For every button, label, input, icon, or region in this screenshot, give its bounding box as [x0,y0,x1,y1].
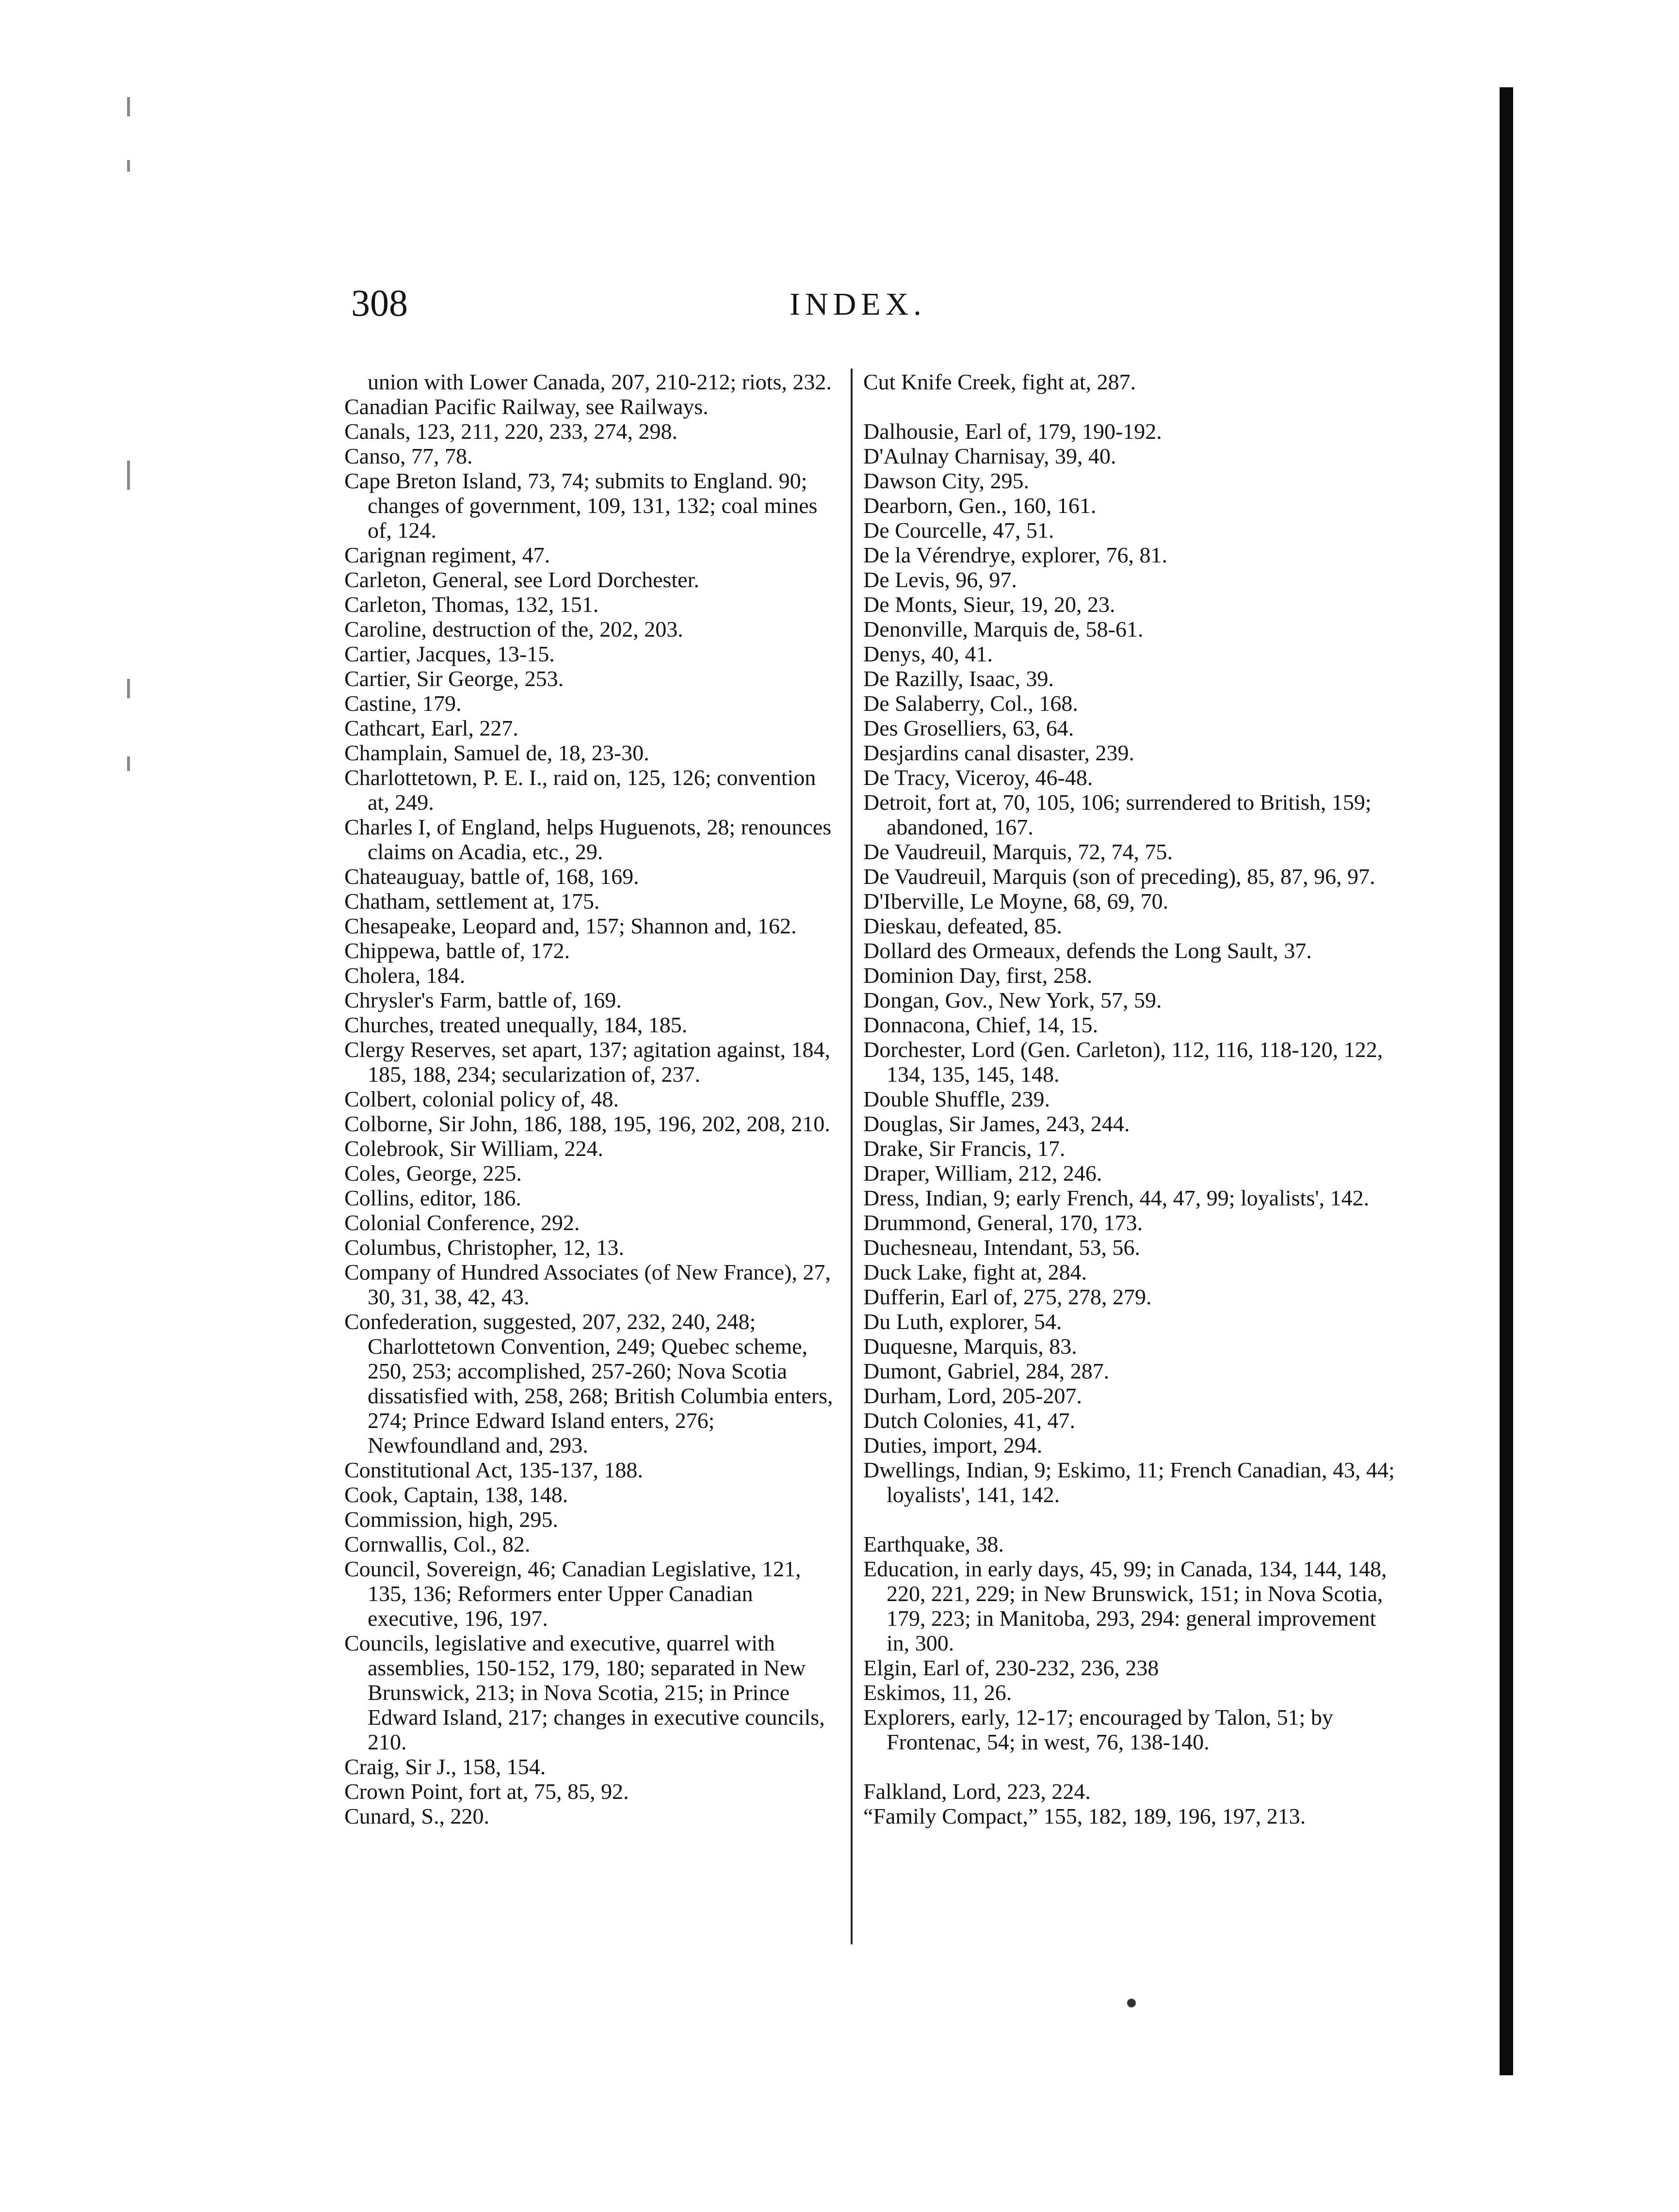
ink-speck [1127,1999,1136,2007]
binding-mark [127,461,130,490]
index-entry: Carignan regiment, 47. [344,543,550,567]
binding-mark [127,679,130,698]
index-entry: Chesapeake, Leopard and, 157; Shannon and, 162. [344,914,797,938]
index-entry: De Salaberry, Col., 168. [863,691,1078,716]
index-entry: Commission, high, 295. [344,1507,558,1532]
index-entry: Dawson City, 295. [863,468,1030,493]
running-head: INDEX. [790,287,926,322]
index-entry: Double Shuffle, 239. [863,1087,1050,1111]
index-entry: Dumont, Gabriel, 284, 287. [863,1359,1110,1383]
index-entry: Colborne, Sir John, 186, 188, 195, 196, 202, 208, 210. [344,1111,830,1136]
index-entry: Douglas, Sir James, 243, 244. [863,1111,1130,1136]
index-entry: De Tracy, Viceroy, 46-48. [863,765,1093,790]
binding-mark [127,97,130,116]
index-entry: Dominion Day, first, 258. [863,963,1093,988]
index-column-left [344,369,834,1828]
index-entry: Charles I, of England, helps Huguenots, 28; renounces claims on Acadia, etc., 29. [344,815,832,864]
index-entry: “Family Compact,” 155, 182, 189, 196, 197, 213. [863,1804,1306,1828]
index-entry: Duchesneau, Intendant, 53, 56. [863,1235,1141,1260]
index-entry: De Vaudreuil, Marquis, 72, 74, 75. [863,839,1173,864]
index-entry: Duck Lake, fight at, 284. [863,1260,1087,1284]
index-entry: Colebrook, Sir William, 224. [344,1136,603,1161]
index-entry: Dongan, Gov., New York, 57, 59. [863,988,1162,1012]
index-entry: De la Vérendrye, explorer, 76, 81. [863,543,1168,567]
index-entry: Eskimos, 11, 26. [863,1680,1012,1705]
index-entry: D'Aulnay Charnisay, 39, 40. [863,444,1116,468]
index-entry: Duties, import, 294. [863,1433,1043,1458]
index-entry: Constitutional Act, 135-137, 188. [344,1458,643,1482]
index-entry: Explorers, early, 12-17; encouraged by Talon, 51; by Frontenac, 54; in west, 76, 138-140. [863,1705,1333,1754]
section-gap [863,1754,1397,1779]
index-entry: union with Lower Canada, 207, 210-212; riots, 232. [368,369,832,394]
index-entry: Colbert, colonial policy of, 48. [344,1087,619,1111]
binding-mark [127,756,130,771]
page-edge-shadow [1500,87,1513,2075]
index-entry: Company of Hundred Associates (of New France), 27, 30, 31, 38, 42, 43. [344,1260,831,1309]
index-entry: Cathcart, Earl, 227. [344,716,518,740]
index-entry: Craig, Sir J., 158, 154. [344,1754,546,1779]
index-entry: Dieskau, defeated, 85. [863,914,1063,938]
section-gap [863,1507,1397,1532]
index-entry: Durham, Lord, 205-207. [863,1383,1082,1408]
index-entry: Draper, William, 212, 246. [863,1161,1102,1186]
index-entry: Desjardins canal disaster, 239. [863,740,1134,765]
index-entry: Dufferin, Earl of, 275, 278, 279. [863,1284,1152,1309]
index-entry: Drummond, General, 170, 173. [863,1210,1143,1235]
index-entry: Dress, Indian, 9; early French, 44, 47, 99; loyalists', 142. [863,1186,1370,1210]
index-entry: Cornwallis, Col., 82. [344,1532,531,1556]
index-entry: Chateauguay, battle of, 168, 169. [344,864,639,889]
index-entry: Canadian Pacific Railway, see Railways. [344,394,709,419]
index-entry: Dearborn, Gen., 160, 161. [863,493,1097,518]
index-entry: Clergy Reserves, set apart, 137; agitation against, 184, 185, 188, 234; secularization of, 237. [344,1037,830,1087]
index-entry: Du Luth, explorer, 54. [863,1309,1062,1334]
index-entry: Councils, legislative and executive, quarrel with assemblies, 150-152, 179, 180; separated in New Brunswick, 213; in Nova Scotia, 215; in Prince Edward Island, 217; changes in executive councils, 210. [344,1631,825,1754]
index-entry: Champlain, Samuel de, 18, 23-30. [344,740,649,765]
index-entry: Education, in early days, 45, 99; in Canada, 134, 144, 148, 220, 221, 229; in New Brunswick, 151; in Nova Scotia, 179, 223; in Manitoba, 293, 294: general improvement in, 300. [863,1556,1387,1655]
column-divider [851,369,853,1944]
index-entry: Cartier, Sir George, 253. [344,666,564,691]
index-entry: Coles, George, 225. [344,1161,522,1186]
index-entry: Duquesne, Marquis, 83. [863,1334,1077,1359]
index-entry: Columbus, Christopher, 12, 13. [344,1235,624,1260]
index-column-right [863,369,1397,1828]
index-entry: Drake, Sir Francis, 17. [863,1136,1066,1161]
index-entry: Chatham, settlement at, 175. [344,889,600,914]
index-entry: Cook, Captain, 138, 148. [344,1482,568,1507]
index-entry: Carleton, General, see Lord Dorchester. [344,567,699,592]
index-entry: Dollard des Ormeaux, defends the Long Sault, 37. [863,938,1312,963]
index-entry: Charlottetown, P. E. I., raid on, 125, 126; convention at, 249. [344,765,816,815]
index-entry: Caroline, destruction of the, 202, 203. [344,617,683,641]
index-entry: Earthquake, 38. [863,1532,1004,1556]
index-entry: De Razilly, Isaac, 39. [863,666,1054,691]
index-entry: Collins, editor, 186. [344,1186,521,1210]
index-entry: Cunard, S., 220. [344,1804,489,1828]
index-entry: D'Iberville, Le Moyne, 68, 69, 70. [863,889,1169,914]
index-entry: De Vaudreuil, Marquis (son of preceding), 85, 87, 96, 97. [863,864,1375,889]
index-entry: Council, Sovereign, 46; Canadian Legislative, 121, 135, 136; Reformers enter Upper Canadian executive, 196, 197. [344,1556,801,1631]
index-entry: Detroit, fort at, 70, 105, 106; surrendered to British, 159; abandoned, 167. [863,790,1372,839]
binding-mark [127,160,130,172]
index-entry: Churches, treated unequally, 184, 185. [344,1012,688,1037]
index-entry: Canso, 77, 78. [344,444,473,468]
index-entry: De Monts, Sieur, 19, 20, 23. [863,592,1115,617]
index-entry: Donnacona, Chief, 14, 15. [863,1012,1098,1037]
index-entry: Elgin, Earl of, 230-232, 236, 238 [863,1655,1159,1680]
index-entry: De Levis, 96, 97. [863,567,1017,592]
index-entry: Dutch Colonies, 41, 47. [863,1408,1075,1433]
index-entry: Confederation, suggested, 207, 232, 240, 248; Charlottetown Convention, 249; Quebec scheme, 250, 253; accomplished, 257-260; Nova Scotia dissatisfied with, 258, 268; British Columbia enters, 274; Prince Edward Island enters, 276; Newfoundland and, 293. [344,1309,833,1458]
index-entry: Denonville, Marquis de, 58-61. [863,617,1144,641]
index-entry: Cartier, Jacques, 13-15. [344,641,555,666]
index-entry: Des Groselliers, 63, 64. [863,716,1074,740]
index-entry: Falkland, Lord, 223, 224. [863,1779,1091,1804]
index-entry: Dorchester, Lord (Gen. Carleton), 112, 116, 118-120, 122, 134, 135, 145, 148. [863,1037,1383,1087]
index-entry: Crown Point, fort at, 75, 85, 92. [344,1779,629,1804]
index-entry: Cholera, 184. [344,963,466,988]
index-entry: Denys, 40, 41. [863,641,993,666]
index-entry: Cut Knife Creek, fight at, 287. [863,369,1136,394]
page-number: 308 [351,282,408,324]
section-gap [863,394,1397,419]
index-entry: Canals, 123, 211, 220, 233, 274, 298. [344,419,678,444]
index-entry: Colonial Conference, 292. [344,1210,580,1235]
index-entry: Dalhousie, Earl of, 179, 190-192. [863,419,1162,444]
index-entry: Chrysler's Farm, battle of, 169. [344,988,622,1012]
index-entry: De Courcelle, 47, 51. [863,518,1054,543]
index-entry: Castine, 179. [344,691,462,716]
index-entry: Chippewa, battle of, 172. [344,938,570,963]
index-entry: Carleton, Thomas, 132, 151. [344,592,599,617]
index-entry: Cape Breton Island, 73, 74; submits to England. 90; changes of government, 109, 131, 132; coal mines of, 124. [344,468,818,543]
index-entry: Dwellings, Indian, 9; Eskimo, 11; French Canadian, 43, 44; loyalists', 141, 142. [863,1458,1395,1507]
